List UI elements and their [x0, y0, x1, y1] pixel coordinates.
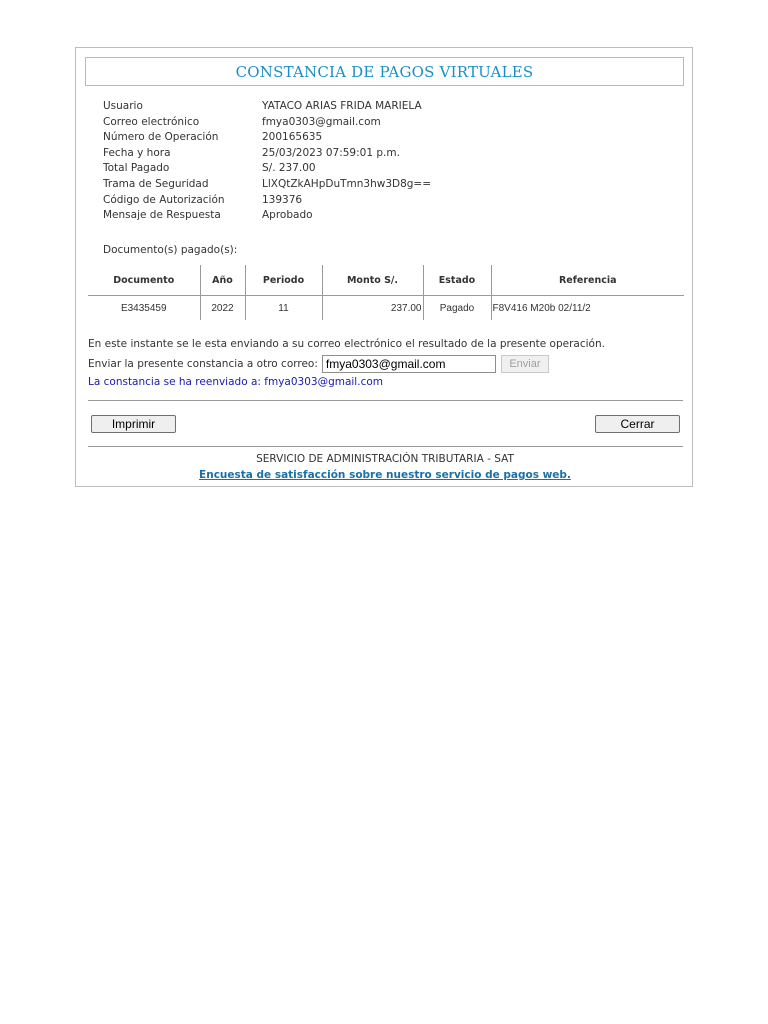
table-header-row [88, 265, 684, 296]
receipt-card [75, 47, 693, 487]
detail-row-auth-code [103, 193, 431, 209]
detail-label: Usuario [103, 100, 143, 112]
print-button[interactable]: Imprimir [91, 415, 176, 433]
detail-row-response [103, 208, 431, 224]
detail-label: Mensaje de Respuesta [103, 209, 221, 222]
detail-row-total [103, 161, 431, 177]
detail-row-datetime [103, 146, 431, 162]
payment-details [103, 99, 431, 224]
detail-value: 200165635 [262, 131, 323, 144]
col-header-status: Estado [423, 265, 491, 296]
send-row [88, 355, 549, 373]
detail-label: Código de Autorización [103, 193, 225, 206]
detail-value: fmya0303@gmail.com [262, 115, 381, 128]
documents-table [88, 265, 684, 320]
detail-label: Correo electrónico [103, 115, 200, 128]
detail-row-email [103, 115, 431, 131]
send-label: Enviar la presente constancia a otro correo: [88, 358, 318, 370]
detail-value: 25/03/2023 07:59:01 p.m. [262, 146, 400, 159]
cell-document: E3435459 [120, 302, 167, 314]
close-button[interactable]: Cerrar [595, 415, 680, 433]
col-header-document: Documento [88, 265, 200, 296]
divider [88, 446, 683, 447]
detail-value: 139376 [262, 193, 303, 206]
agency-name: SERVICIO DE ADMINISTRACIÓN TRIBUTARIA - SAT [256, 453, 514, 465]
detail-label: Número de Operación [103, 131, 219, 144]
page-title: CONSTANCIA DE PAGOS VIRTUALES [235, 62, 534, 81]
email-field[interactable] [322, 355, 496, 373]
cell-reference: F8V416 M20b 02/11/2 [491, 296, 684, 321]
cell-status: Pagado [423, 296, 491, 321]
detail-label: Fecha y hora [103, 146, 171, 159]
send-button[interactable]: Enviar [501, 355, 549, 373]
title-box [85, 57, 684, 86]
detail-value: S/. 237.00 [262, 162, 316, 175]
table-row [88, 296, 684, 321]
divider [88, 400, 683, 401]
cell-year: 2022 [200, 296, 245, 321]
detail-value: Aprobado [262, 209, 313, 222]
detail-row-security [103, 177, 431, 193]
detail-value: LlXQtZkAHpDuTmn3hw3D8g== [262, 177, 432, 190]
survey-link[interactable]: Encuesta de satisfacción sobre nuestro servicio de pagos web. [199, 469, 571, 481]
email-notice: En este instante se le esta enviando a su correo electrónico el resultado de la presente operación. [88, 338, 605, 350]
cell-period: 11 [245, 296, 322, 321]
col-header-year: Año [200, 265, 245, 296]
col-header-reference: Referencia [491, 265, 684, 296]
detail-label: Total Pagado [103, 162, 170, 175]
detail-label: Trama de Seguridad [103, 177, 209, 190]
resend-message: La constancia se ha reenviado a: fmya0303@gmail.com [88, 376, 383, 388]
detail-row-user [103, 99, 431, 115]
cell-amount: 237.00 [322, 296, 423, 321]
documents-label: Documento(s) pagado(s): [103, 244, 238, 256]
detail-value: YATACO ARIAS FRIDA MARIELA [262, 100, 422, 112]
detail-row-operation [103, 130, 431, 146]
col-header-period: Periodo [245, 265, 322, 296]
col-header-amount: Monto S/. [322, 265, 423, 296]
